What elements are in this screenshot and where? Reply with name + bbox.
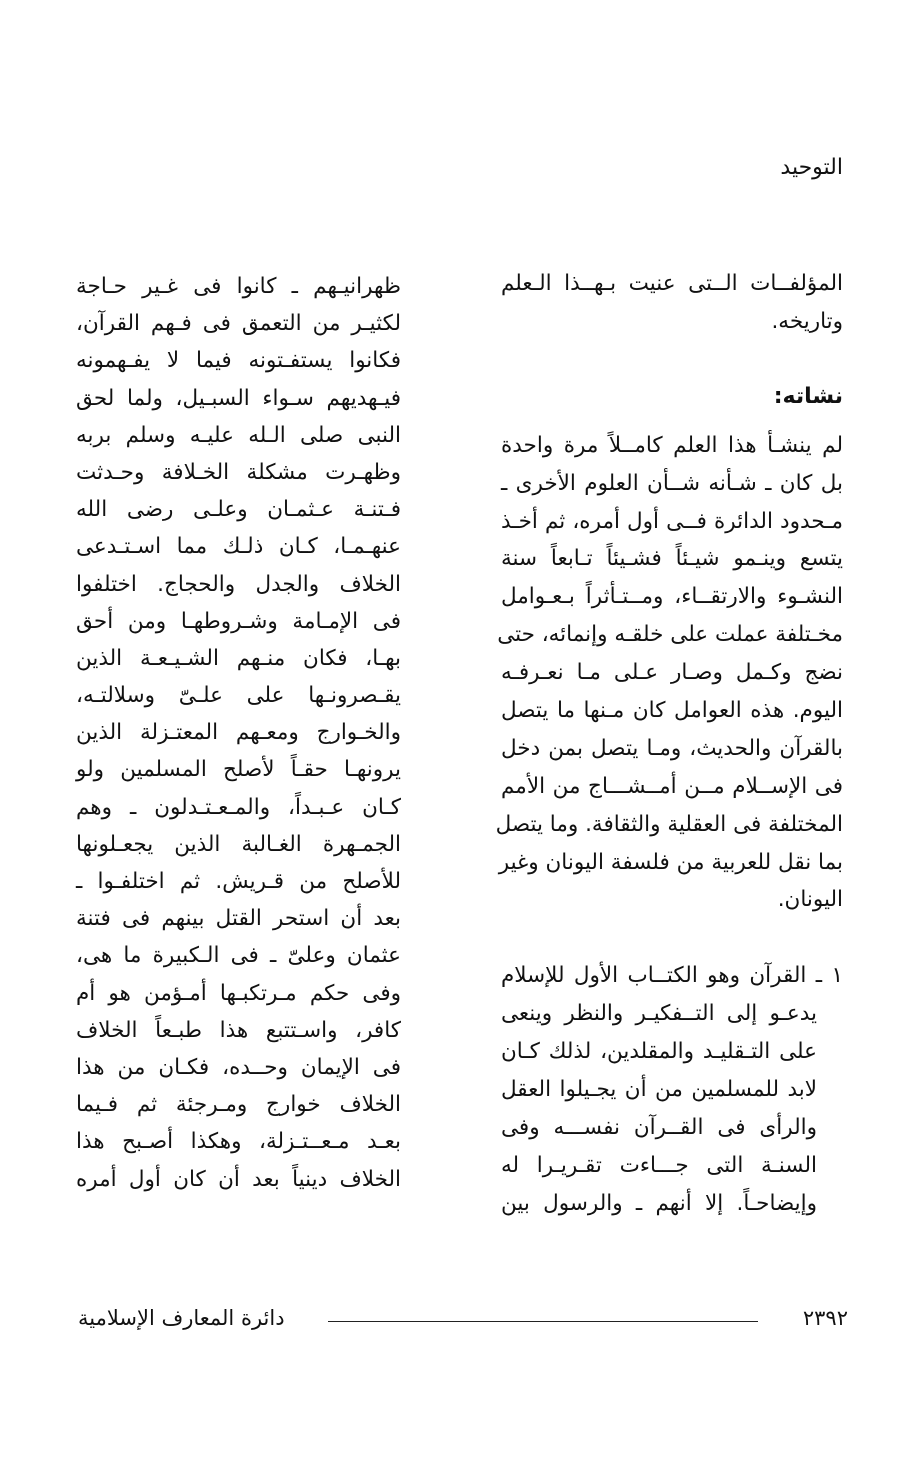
text-line: فى الإســلام مــن أمــشـــاج من الأمم <box>501 773 843 799</box>
footer-journal-title: دائرة المعارف الإسلامية <box>78 1306 285 1330</box>
text-line: الخلاف خوارج ومـرجئة ثم فـيما <box>76 1092 401 1118</box>
text-line: فى الإيمان وحــده، فكـان من هذا <box>76 1054 401 1080</box>
page-footer <box>78 1306 848 1336</box>
text-line: عثمان وعلىّ ـ فى الـكبيرة ما هى، <box>76 943 401 969</box>
text-line: الجمـهرة الغـالبة الذين يجعـلونها <box>76 831 401 857</box>
numbered-paragraph <box>501 957 843 1222</box>
running-header-title: التوحيد <box>780 155 843 180</box>
text-line: كـان عـبـداً، والمـعـتـدلون ـ وهم <box>76 794 401 820</box>
text-line: لكثيـر من التعمق فى فـهم القرآن، <box>76 311 401 337</box>
text-line: لابد للمسلمين من أن يجـيلوا العقل <box>501 1077 817 1103</box>
text-line: المختلفة فى العقلية والثقافة. وما يتصل <box>495 811 843 837</box>
text-line: بل كان ـ شـأنه شــأن العلوم الأخرى ـ <box>501 470 843 496</box>
text-line: النشـوء والارتقــاء، ومــتـأثراً بـعـوامل <box>501 584 843 610</box>
text-line: بعد أن استحر القتل بينهم فى فتنة <box>76 906 401 932</box>
text-line: الخلاف والجدل والحجاج. اختلفوا <box>76 571 401 597</box>
text-line: يدعـو إلى التــفكيـر والنظر وينعى <box>501 1001 817 1027</box>
text-line: والخـوارج ومعـهم المعتـزلة الذين <box>76 720 401 746</box>
left-column <box>76 268 401 1198</box>
paragraph-gap <box>501 919 843 957</box>
text-line: عنهـمـا، كـان ذلـك مما اسـتـدعى <box>76 534 401 560</box>
text-line: فـتنـة عـثمـان وعلـى رضى الله <box>76 497 401 523</box>
text-line: اليوم. هذه العوامل كان مـنها ما يتصل <box>501 698 843 724</box>
text-line: فى الإمـامة وشـروطهـا ومن أحق <box>76 608 401 634</box>
text-line: بما نقل للعربية من فلسفة اليونان وغير <box>498 849 843 875</box>
text-line: كافر، واسـتتبع هذا طبـعاً الخلاف <box>76 1017 401 1043</box>
text-line: مـحدود الدائرة فــى أول أمره، ثم أخـذ <box>501 508 843 534</box>
text-line: على التـقليـد والمقلدين، لذلك كـان <box>501 1039 817 1065</box>
text-line: فكانوا يستفـتونه فيما لا يفـهمونه <box>76 348 401 374</box>
text-line: وتاريخه. <box>771 308 843 334</box>
right-column <box>495 265 843 1223</box>
text-line: يتسع وينـمو شيـئاً فشـيئاً تـابعاً سنة <box>501 546 843 572</box>
footer-rule <box>328 1321 758 1322</box>
text-line: فيـهديهم سـواء السبـيل، ولما لحق <box>76 385 401 411</box>
text-line: والرأى فى القــرآن نفســـه وفى <box>501 1114 817 1140</box>
text-line: نضج وكـمل وصـار عـلى مـا نعـرفـه <box>501 660 843 686</box>
text-line: بعـد مـعــتـزلة، وهكذا أصـبح هذا <box>76 1129 401 1155</box>
text-line: وإيضاحـاً. إلا أنهم ـ والرسول بين <box>501 1190 817 1216</box>
text-line: بالقرآن والحديث، ومـا يتصل بمن دخل <box>501 735 843 761</box>
text-line: مخـتلفة عملت على خلقـه وإنمائه، حتى <box>497 622 843 648</box>
text-line: المؤلفــات الــتى عنيت بـهــذا الـعلم <box>501 271 843 296</box>
text-line: يرونهـا حقـاً لأصلح المسلمين ولو <box>76 757 401 783</box>
text-line: ظهرانيـهم ـ كانوا فى غـير حـاجة <box>76 274 401 299</box>
text-line: بهـا، فكان منـهم الشـيـعـة الذين <box>76 645 401 671</box>
text-line: لم ينشـأ هذا العلم كامــلاً مرة واحدة <box>501 432 843 458</box>
page-number: ٢٣٩٢ <box>802 1306 848 1330</box>
text-line: يقـصرونـها على علـىّ وسلالتـه، <box>76 683 401 709</box>
text-line: ١ ـ القرآن وهو الكتــاب الأول للإسلام <box>501 963 843 989</box>
text-line: السنـة التى جـــاءت تقـريـرا له <box>501 1152 817 1178</box>
text-line: وفى حكم مـرتكبـها أمـؤمن هو أم <box>76 980 401 1006</box>
text-line: النبى صلى الـله عليـه وسلم بربه <box>76 422 401 448</box>
section-heading: نشاته: <box>773 383 843 409</box>
text-line: اليونان. <box>777 887 843 913</box>
text-line: الخلاف دينياً بعد أن كان أول أمره <box>76 1166 401 1192</box>
text-line: للأصلح من قـريش. ثم اختلفـوا ـ <box>76 869 401 894</box>
text-line: وظهـرت مشكلة الخـلافة وحـدثت <box>76 459 401 485</box>
